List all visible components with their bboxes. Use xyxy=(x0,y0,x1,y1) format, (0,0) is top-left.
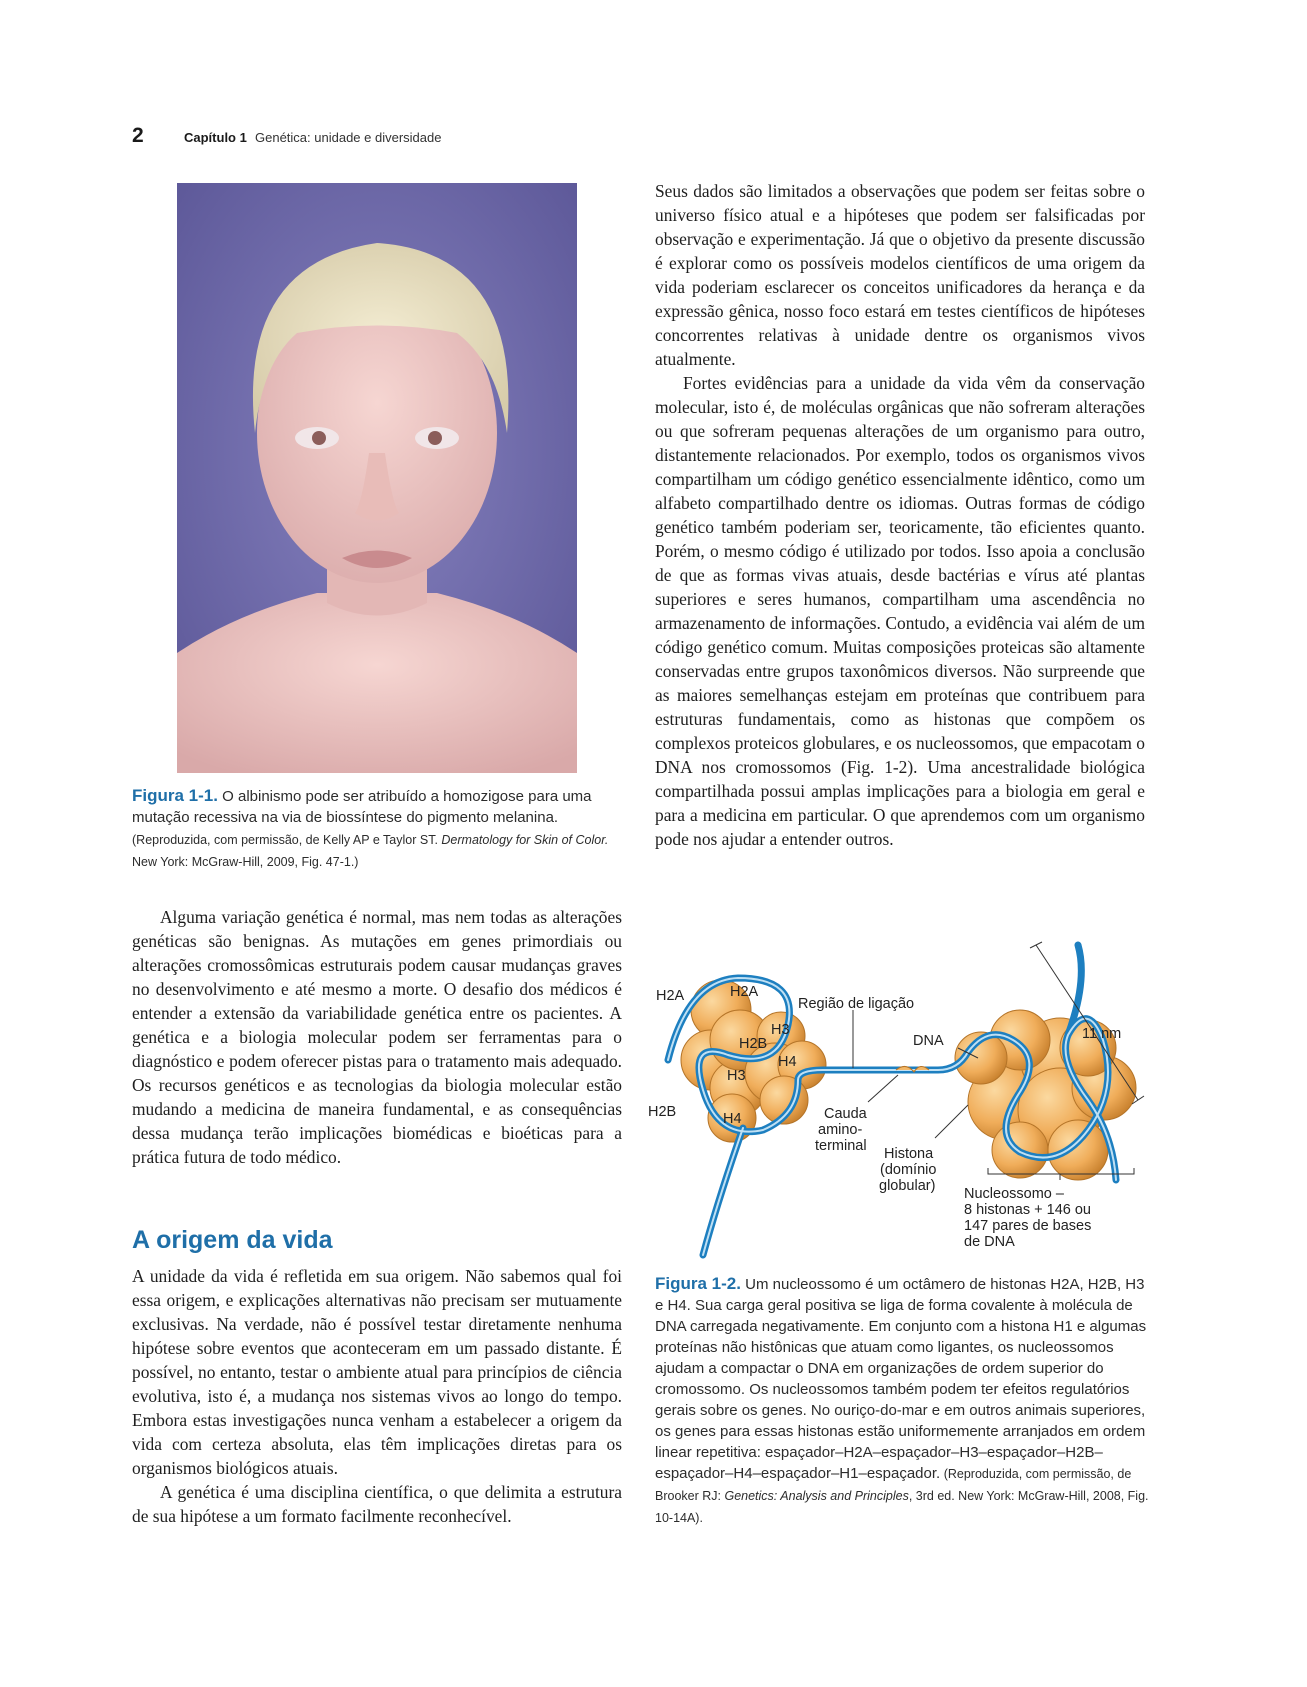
figure-1-1-ref-b: New York: McGraw-Hill, 2009, Fig. 47-1.) xyxy=(132,855,359,869)
label-h3-top: H3 xyxy=(771,1022,790,1038)
figure-1-1-label: Figura 1-1. xyxy=(132,786,218,805)
paragraph-molecular-conservation: Fortes evidências para a unidade da vida vêm da conservação molecular, isto é, de moléculas orgânicas que não sofreram alterações ou que sofreram pequenas alterações de um organismo para outro, distantemente relacionados. Por exemplo, todos os organismos vivos compartilham um código genético essencialmente idêntico, como um alfabeto compartilhado dentre os idiomas. Outras formas de código genético também poderiam ser, teoricamente, tão eficientes quanto. Porém, o mesmo código é utilizado por todos. Isso apoia a conclusão de que as formas vivas atuais, desde bactérias e vírus até plantas superiores e seres humanos, compartilham uma ascendência no armazenamento de informações. Contudo, a evidência vai além de um código genético comum. Muitas composições proteicas são altamente conservadas entre grupos taxonômicos diversos. Não surpreende que as maiores semelhanças estejam em proteínas que contribuem para estruturas fundamentais, como as histonas que compõem os complexos proteicos globulares, e os nucleossomos, que empacotam o DNA nos cromossomos (Fig. 1-2). Uma ancestralidade biológica compartilhada possui amplas implicações para a biologia em geral e para a medicina em particular. O que aprendemos com um organismo pode nos ajudar a entender outros. xyxy=(655,373,1145,849)
label-nucleosome-2: 8 histonas + 146 ou xyxy=(964,1202,1091,1218)
section-heading: A origem da vida xyxy=(132,1226,333,1254)
left-column-top xyxy=(132,905,622,1169)
label-h2b-outer: H2B xyxy=(648,1104,677,1120)
label-tail-1: Cauda xyxy=(824,1106,867,1122)
label-linker-region: Região de ligação xyxy=(798,996,915,1012)
figure-1-1-caption xyxy=(132,785,622,873)
figure-1-2-text: Um nucleossomo é um octâmero de histonas H2A, H2B, H3 e H4. Sua carga geral positiva se liga de forma covalente à molécula de DNA carregada negativamente. Em conjunto com a histona H1 e algumas proteínas não histônicas que atuam como ligantes, os nucleossomos ajudam a compactar o DNA em organizações de ordem superior do cromossomo. Os nucleossomos também podem ter efeitos regulatórios gerais sobre os genes. No ouriço-do-mar e em outros animais superiores, os genes para essas histonas estão uniformemente arranjados em ordem linear repetitiva: espaçador–H2A–espaçador–H3–espaçador–H2B–espaçador–H4–espaçador–H1–espaçador. xyxy=(655,1276,1147,1482)
portrait-illustration xyxy=(177,183,577,773)
label-tail-3: terminal xyxy=(815,1138,867,1154)
label-h4-bottom: H4 xyxy=(723,1111,742,1127)
figure-1-2-ref-b: , 3rd ed. New York: McGraw-Hill, 2008, Fig. 10-14A). xyxy=(655,1489,1149,1525)
label-histone-3: globular) xyxy=(879,1178,936,1194)
label-h3-mid: H3 xyxy=(727,1068,746,1084)
label-nucleosome-3: 147 pares de bases xyxy=(964,1218,1092,1234)
paragraph-genetics-discipline: A genética é uma disciplina científica, o que delimita a estrutura de sua hipótese a um formato facilmente reconhecível. xyxy=(132,1482,622,1526)
figure-1-2-ref-a: (Reproduzida, com permissão, de Brooker RJ: xyxy=(655,1467,1132,1503)
paragraph-genetic-variation: Alguma variação genética é normal, mas nem todas as alterações genéticas são benignas. As mutações em genes primordiais ou alterações cromossômicas estruturais podem causar mudanças graves no desenvolvimento e até mesmo a morte. O desafio dos médicos é entender a extensão da variabilidade genética entre os pacientes. A genética e a biologia molecular podem ser ferramentas para o diagnóstico e podem oferecer pistas para o tratamento mais adequado. Os recursos genéticos e as tecnologias da biologia molecular estão mudando a medicina de maneira fundamental, e as consequências dessa mudança terão implicações biomédicas e bioéticas para a prática futura de todo médico. xyxy=(132,907,622,1167)
albinism-photo xyxy=(177,183,577,773)
label-size: 11 nm xyxy=(1082,1026,1122,1042)
label-h2a-outer: H2A xyxy=(656,988,685,1004)
paragraph-origin-of-life: A unidade da vida é refletida em sua origem. Não sabemos qual foi essa origem, e explicações alternativas não precisam ser mutuamente exclusivas. Na verdade, não é possível testar diretamente nenhuma hipótese sobre eventos que aconteceram em um passado distante. É possível, no entanto, testar o ambiente atual para princípios de ciência evolutiva, isto é, a mudança nos sistemas vivos ao longo do tempo. Embora estas investigações nunca venham a estabelecer a origem da vida com certeza absoluta, elas têm implicações diretas para os organismos biológicos atuais. xyxy=(132,1266,622,1478)
figure-1-1-ref-a: (Reproduzida, com permissão, de Kelly AP e Taylor ST. xyxy=(132,833,442,847)
label-h2a-inner: H2A xyxy=(730,984,759,1000)
nucleosome-svg xyxy=(648,940,1168,1265)
page-number: 2 xyxy=(132,124,144,147)
label-nucleosome-4: de DNA xyxy=(964,1234,1015,1250)
label-nucleosome-1: Nucleossomo – xyxy=(964,1186,1064,1202)
right-column xyxy=(655,179,1145,851)
label-h2b-inner: H2B xyxy=(739,1036,768,1052)
label-h4-right: H4 xyxy=(778,1054,797,1070)
figure-1-2-caption xyxy=(655,1273,1155,1529)
chapter-label: Capítulo 1 xyxy=(184,130,247,145)
label-dna: DNA xyxy=(913,1033,944,1049)
figure-1-2-label: Figura 1-2. xyxy=(655,1274,741,1293)
nucleosome-diagram xyxy=(648,940,1168,1265)
figure-1-1-ref-italic: Dermatology for Skin of Color. xyxy=(441,833,609,847)
label-tail-2: amino- xyxy=(818,1122,863,1138)
left-column-bottom xyxy=(132,1264,622,1528)
label-histone-1: Histona xyxy=(884,1146,934,1162)
chapter-title: Genética: unidade e diversidade xyxy=(255,130,442,145)
figure-1-2-ref-italic: Genetics: Analysis and Principles xyxy=(724,1489,909,1503)
label-histone-2: (domínio xyxy=(880,1162,937,1178)
figure-1-1-ref xyxy=(132,833,608,869)
paragraph-data-limits: Seus dados são limitados a observações que podem ser feitas sobre o universo físico atual e a hipóteses que podem ser falsificadas por observação e experimentação. Já que o objetivo da presente discussão é explorar como os possíveis modelos científicos de uma origem da vida poderiam esclarecer os conceitos unificadores da herança e da expressão gênica, nosso foco estará em testes científicos de hipóteses concorrentes relativas à unidade dentre os organismos vivos atualmente. xyxy=(655,181,1145,369)
figure-1-1-text: O albinismo pode ser atribuído a homozigose para uma mutação recessiva na via de biossíntese do pigmento melanina. xyxy=(132,788,592,826)
